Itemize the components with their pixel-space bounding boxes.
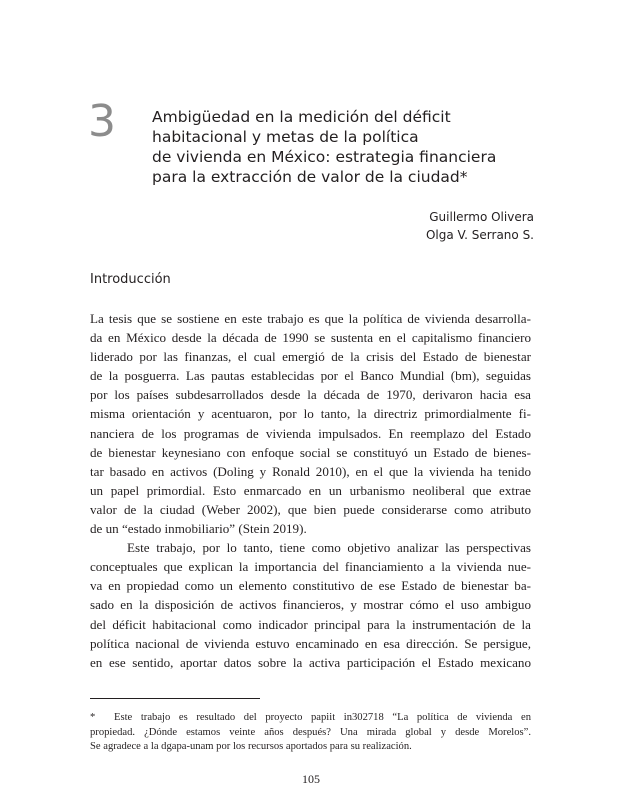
body-line: del déficit habitacional como indicador principal para la instrumentación de la bbox=[90, 616, 531, 632]
body-line: da en México desde la década de 1990 se sustenta en el capitalismo financiero bbox=[90, 330, 531, 346]
section-heading: Introducción bbox=[90, 272, 171, 287]
chapter-title-line: de vivienda en México: estrategia financiera bbox=[152, 148, 497, 166]
footnote-line: Este trabajo es resultado del proyecto papiit in302718 “La política de vivienda en bbox=[114, 712, 531, 723]
footnote-divider bbox=[90, 698, 260, 699]
page-number: 105 bbox=[302, 772, 320, 786]
body-line: valor de la ciudad (Weber 2002), que bien puede considerarse como atributo bbox=[90, 501, 531, 517]
body-line: La tesis que se sostiene en este trabajo es que la política de vivienda desarrolla- bbox=[90, 311, 531, 326]
author-name: Guillermo Olivera bbox=[429, 210, 534, 224]
body-line: Este trabajo, por lo tanto, tiene como objetivo analizar las perspectivas bbox=[127, 540, 531, 556]
body-line: nanciera de los programas de vivienda impulsados. En reemplazo del Estado bbox=[90, 425, 531, 441]
body-line: por los países subdesarrollados desde la década de 1970, derivaron hacia esa bbox=[90, 387, 531, 403]
body-line: un papel primordial. Esto enmarcado en un urbanismo neoliberal que extrae bbox=[90, 482, 531, 498]
body-line: liderado por las finanzas, el cual emergió de la crisis del Estado de bienestar bbox=[90, 349, 531, 365]
body-line: sado en la disposición de activos financieros, y mostrar cómo el uso ambiguo bbox=[90, 597, 531, 613]
authors bbox=[426, 208, 534, 244]
footnote-marker: * bbox=[90, 712, 96, 723]
body-line: política nacional de vivienda estuvo encaminado en esa dirección. Se persigue, bbox=[90, 635, 531, 651]
chapter-title bbox=[152, 107, 552, 187]
body-text bbox=[90, 309, 531, 672]
body-line: de la posguerra. Las pautas establecidas por el Banco Mundial (bm), seguidas bbox=[90, 368, 531, 384]
chapter-number: 3 bbox=[88, 96, 116, 147]
footnote bbox=[90, 711, 531, 755]
body-line: de un “estado inmobiliario” (Stein 2019). bbox=[90, 521, 307, 537]
author-name: Olga V. Serrano S. bbox=[425, 228, 534, 242]
body-line: tar basado en activos (Doling y Ronald 2010), en el que la vivienda ha tenido bbox=[90, 463, 531, 479]
body-line: conceptuales que explican la importancia del financiamiento a la vivienda nue- bbox=[90, 559, 531, 575]
footnote-line: propiedad. ¿Dónde estamos veinte años después? Una mirada global y desde Morelos”. bbox=[90, 726, 531, 738]
chapter-title-line: habitacional y metas de la política bbox=[152, 128, 419, 146]
body-line: en ese sentido, aportar datos sobre la activa participación el Estado mexicano bbox=[90, 654, 531, 670]
footnote-line: Se agradece a la dgapa-unam por los recursos aportados para su realización. bbox=[90, 741, 412, 752]
body-line: de bienestar keynesiano con enfoque social se constituyó un Estado de bienes- bbox=[90, 444, 531, 460]
body-line: va en propiedad como un elemento constitutivo de ese Estado de bienestar ba- bbox=[90, 578, 531, 594]
chapter-title-line: para la extracción de valor de la ciudad* bbox=[152, 168, 468, 186]
chapter-title-line: Ambigüedad en la medición del déficit bbox=[152, 108, 451, 126]
body-line: misma orientación y acentuaron, por lo tanto, la directriz primordialmente fi- bbox=[90, 406, 531, 422]
